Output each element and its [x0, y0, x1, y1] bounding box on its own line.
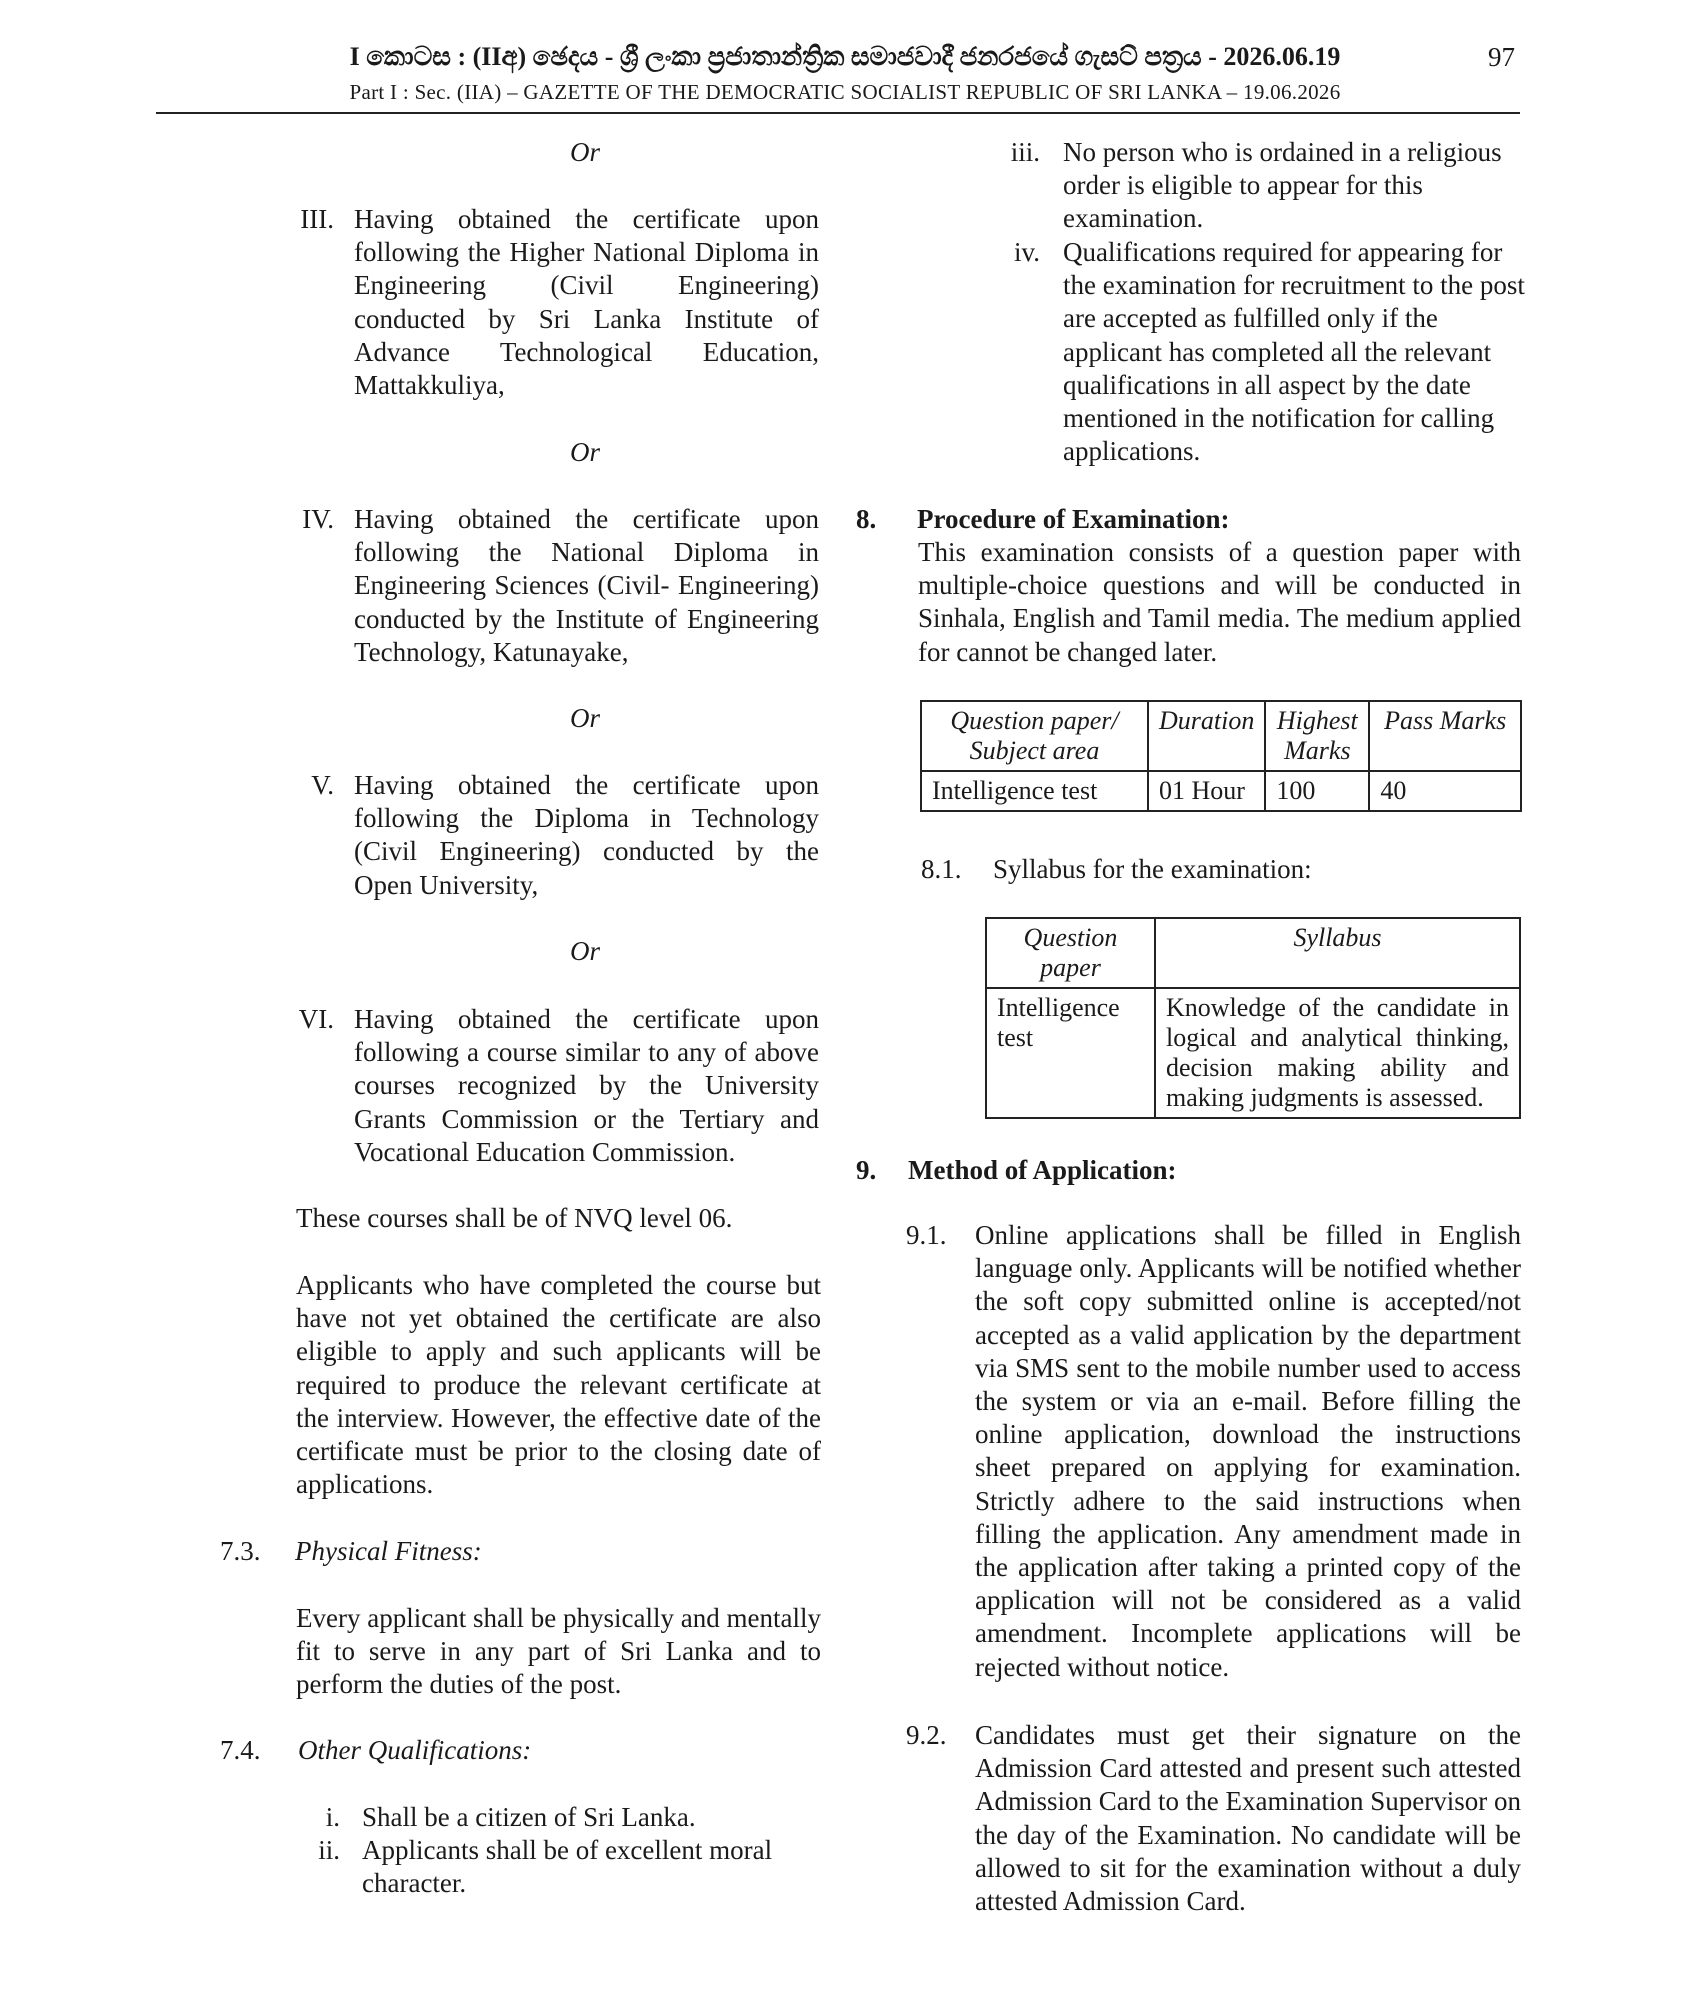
item-number: III. — [300, 204, 334, 234]
other-qualification-item-ii: Applicants shall be of excellent moral character. — [362, 1835, 773, 1899]
procedure-of-examination-text: This examination consists of a question paper with multiple-choice questions and will be conducted in Sinhala, English and Tamil media. The medium applied for cannot be changed later. — [918, 537, 1521, 667]
online-applications-text: Online applications shall be filled in English language only. Applicants will be notified whether the soft copy submitted online is accepted/not accepted as a valid application by the department via SMS sent to the mobile number used to access the system or via an e-mail. Before filling the online application, download the instructions sheet prepared on applying for examination. Strictly adhere to the said instructions when filling the application. Any amendment made in the application after taking a printed copy of the application will not be considered as a valid amendment. Incomplete applications will be rejected without notice. — [975, 1220, 1521, 1682]
syllabus-heading: Syllabus for the examination: — [993, 854, 1312, 884]
section-title-other-qualifications: Other Qualifications: — [298, 1735, 532, 1765]
item-number: ii. — [318, 1835, 340, 1865]
table-cell: Intelligence test — [986, 988, 1155, 1118]
table-header-cell: Pass Marks — [1369, 701, 1521, 771]
section-number: 7.3. — [220, 1536, 261, 1566]
admission-card-text: Candidates must get their signature on the Admission Card attested and present such attested Admission Card to the Examination Supervisor on the day of the Examination. No candidate will be allowed to sit for the examination without a duly attested Admission Card. — [975, 1720, 1521, 1917]
other-qualification-item-i: Shall be a citizen of Sri Lanka. — [362, 1802, 696, 1832]
section-number: 9. — [856, 1155, 877, 1185]
examination-table — [920, 700, 1522, 812]
item-number: i. — [325, 1802, 340, 1832]
table-header-row — [921, 701, 1521, 771]
or-separator: Or — [569, 936, 600, 966]
section-number: 7.4. — [220, 1735, 261, 1765]
other-qualification-item-iii: No person who is ordained in a religious order is eligible to appear for this examination. — [1063, 137, 1502, 234]
table-header-cell: Syllabus — [1155, 918, 1520, 988]
item-number: iii. — [1010, 137, 1040, 167]
section-title-physical-fitness: Physical Fitness: — [295, 1536, 482, 1566]
table-header-row — [986, 918, 1520, 988]
table-cell: 01 Hour — [1148, 771, 1265, 811]
item-number: VI. — [298, 1004, 334, 1034]
nvq-level-note: These courses shall be of NVQ level 06. — [296, 1203, 733, 1233]
table-row — [921, 771, 1521, 811]
or-separator: Or — [569, 703, 600, 733]
page-number: 97 — [1488, 42, 1515, 72]
table-cell: 100 — [1265, 771, 1369, 811]
header-english-line: Part I : Sec. (IIA) – GAZETTE OF THE DEMOCRATIC SOCIALIST REPUBLIC OF SRI LANKA – 19.06.2026 — [349, 80, 1341, 104]
syllabus-table — [985, 917, 1521, 1119]
table-row — [986, 988, 1520, 1118]
qualification-item-iv: Having obtained the certificate upon following the National Diploma in Engineering Sciences (Civil- Engineering) conducted by the Institute of Engineering Technology, Katunayake, — [354, 504, 819, 667]
header-sinhala-line: I කොටස : (IIඅ) ඡෙදය - ශ්‍රී ලංකා ප්‍රජාතාන්ත්‍රික සමාජවාදී ජනරජයේ ගැසට් පත්‍රය - 2026.06.19 — [349, 42, 1341, 71]
or-separator: Or — [569, 137, 600, 167]
subsection-number: 8.1. — [921, 854, 962, 884]
item-number: V. — [311, 770, 334, 800]
table-header-cell: Question paper/ Subject area — [921, 701, 1148, 771]
item-number: iv. — [1014, 237, 1040, 267]
applicants-paragraph: Applicants who have completed the course but have not yet obtained the certificate are also eligible to apply and such applicants will be required to produce the relevant certificate at the interview. However, the effective date of the certificate must be prior to the closing date of applications. — [296, 1270, 821, 1500]
table-header-cell: Highest Marks — [1265, 701, 1369, 771]
table-header-cell: Question paper — [986, 918, 1155, 988]
table-cell: Intelligence test — [921, 771, 1148, 811]
subsection-number: 9.1. — [906, 1220, 947, 1250]
subsection-number: 9.2. — [906, 1720, 947, 1750]
header-rule — [156, 112, 1520, 114]
qualification-item-v: Having obtained the certificate upon following the Diploma in Technology (Civil Engineering) conducted by the Open University, — [354, 770, 819, 900]
item-number: IV. — [302, 504, 334, 534]
section-title-method-of-application: Method of Application: — [908, 1155, 1177, 1185]
table-header-cell: Duration — [1148, 701, 1265, 771]
section-title-procedure-of-examination: Procedure of Examination: — [917, 504, 1230, 534]
section-number: 8. — [856, 504, 877, 534]
table-cell: 40 — [1369, 771, 1521, 811]
or-separator: Or — [569, 437, 600, 467]
physical-fitness-text: Every applicant shall be physically and mentally fit to serve in any part of Sri Lanka and to perform the duties of the post. — [296, 1603, 821, 1700]
other-qualification-item-iv: Qualifications required for appearing for the examination for recruitment to the post are accepted as fulfilled only if the applicant has completed all the relevant qualifications in all aspect by the date mentioned in the notification for calling applications. — [1063, 237, 1525, 467]
qualification-item-iii: Having obtained the certificate upon following the Higher National Diploma in Engineering (Civil Engineering) conducted by Sri Lanka Institute of Advance Technological Education, Mattakkuliya, — [354, 204, 819, 401]
qualification-item-vi: Having obtained the certificate upon following a course similar to any of above courses recognized by the University Grants Commission or the Tertiary and Vocational Education Commission. — [354, 1004, 819, 1167]
table-cell: Knowledge of the candidate in logical and analytical thinking, decision making ability and making judgments is assessed. — [1155, 988, 1520, 1118]
